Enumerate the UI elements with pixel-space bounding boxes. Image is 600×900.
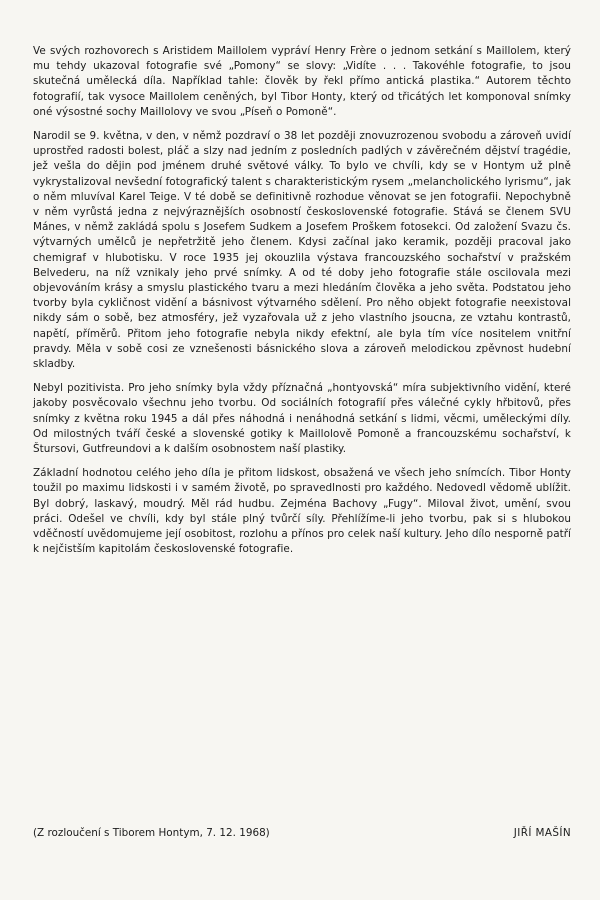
- paragraph-2: Narodil se 9. května, v den, v němž pozdraví o 38 let později znovuzrozenou svobodu a zároveň uvidí uprostřed radosti bolest, pláč a slzy nad jedním z posledních padlých v závěrečném dějství tragédie, jež vešla do dějin pod jménem druhé světové války. To bylo ve chvíli, kdy se v Hontym už plně vykrystalizoval nevšední fotografický talent s charakteristickým rysem „melancholického lyrismu“, jak o něm mluvíval Karel Teige. V té době se definitivně rozhodue věnovat se jen fotografii. Nepochybně v něm vyrůstá jedna z nejvýraznějších osobností československé fotografie. Stává se členem SVU Mánes, v němž zakládá spolu s Josefem Sudkem a Josefem Proškem fotosekci. Od založení Svazu čs. výtvarných umělců je nepřetržitě jeho členem. Kdysi začínal jako keramik, později pracoval jako chemigraf v hlubotisku. V roce 1935 jej okouzlila výstava francouzského sochařství v pražském Belvederu, na níž vznikaly jeho prvé snímky. A od té doby jeho fotografie stále oscilovala mezi objevováním krásy a smyslu plastického tvaru a mezi hledáním člověka a jeho světa. Podstatou jeho tvorby byla cykličnost vidění a básnivost výtvarného sdělení. Pro něho objekt fotografie neexistoval nikdy sám o sobě, bez atmosféry, jež vyzařovala už z jeho vlastního jsoucna, ze vztahu kontrastů, napětí, příměrů. Přitom jeho fotografie nebyla nikdy efektní, ale byla tím více nositelem vnitřní pravdy. Měla v sobě cosi ze vznešenosti básnického slova a zároveň melodickou zpěvnost hudební skladby.: [33, 130, 571, 371]
- article-body: [33, 44, 571, 567]
- footer: [33, 827, 571, 845]
- paragraph-1: Ve svých rozhovorech s Aristidem Maillolem vypráví Henry Frère o jednom setkání s Maillolem, který mu tehdy ukazoval fotografie své „Pomony“ se slovy: „Vidíte . . . Takovéhle fotografie, to jsou skutečná umělecká díla. Například tahle: člověk by řekl přímo antická plastika.“ Autorem těchto fotografií, tak vysoce Maillolem ceněných, byl Tibor Honty, který od třicátých let komponoval snímky oné výsostné sochy Maillolovy ve svou „Píseň o Pomoně“.: [33, 45, 571, 118]
- author-name: JIŘÍ MAŠÍN: [513, 827, 571, 839]
- paragraph-4: Základní hodnotou celého jeho díla je přitom lidskost, obsažená ve všech jeho snímcích. Tibor Honty toužil po maximu lidskosti i v samém životě, po spravedlnosti pro každého. Nedovedl vědomě ublížit. Byl dobrý, laskavý, moudrý. Měl rád hudbu. Zejména Bachovy „Fugy“. Miloval život, umění, svou práci. Odešel ve chvíli, kdy byl stále plný tvůrčí síly. Přehlížíme-li jeho tvorbu, pak si s hlubokou vděčností uvědomujeme její osobitost, rozlohu a přínos pro celek naší kultury. Jeho dílo nesporně patří k nejčistším kapitolám československé fotografie.: [33, 467, 571, 556]
- source-caption: (Z rozloučení s Tiborem Hontym, 7. 12. 1968): [33, 827, 270, 839]
- paragraph-3: Nebyl pozitivista. Pro jeho snímky byla vždy příznačná „hontyovská“ míra subjektivního vidění, které jakoby posvěcovalo všechnu jeho tvorbu. Od sociálních fotografií přes válečné cykly hřbitovů, přes snímky z května roku 1945 a dál přes náhodná i nenáhodná setkání s lidmi, věcmi, uměleckými díly. Od milostných tváří české a slovenské gotiky k Maillolově Pomoně a francouzskému sochařství, k Štursovi, Gutfreundovi a k dalším osobnostem naší plastiky.: [33, 382, 571, 456]
